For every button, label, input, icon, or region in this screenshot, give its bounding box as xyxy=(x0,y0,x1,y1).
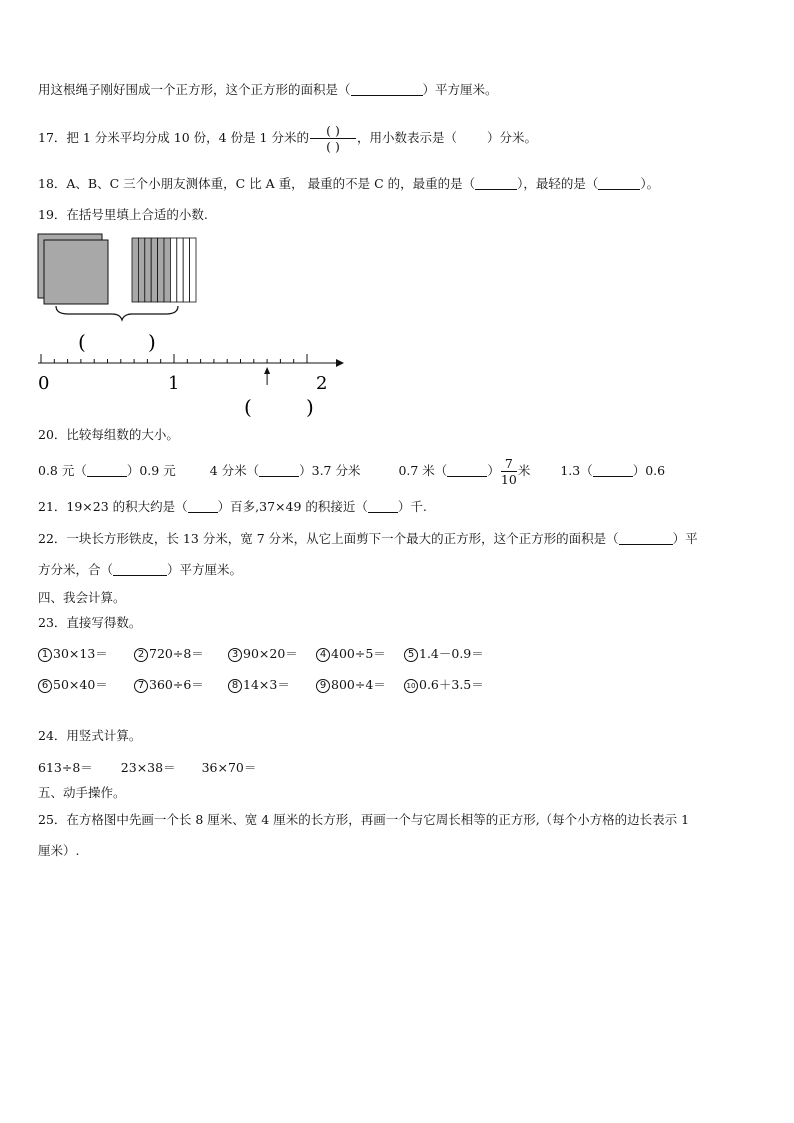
question-20 xyxy=(38,426,179,444)
column-strip xyxy=(145,238,151,302)
circled-number: 1 xyxy=(38,648,52,662)
fraction xyxy=(501,456,517,487)
number-line xyxy=(38,354,344,367)
circled-number: 9 xyxy=(316,679,330,693)
fraction-denominator: 10 xyxy=(500,472,517,487)
column-strip xyxy=(164,238,170,302)
tick-label-1: 1 xyxy=(168,373,180,394)
q21-tail: ）千. xyxy=(397,499,427,514)
q21-mid: ）百多,37×49 的积接近（ xyxy=(217,499,368,514)
calc-expression: 0.6＋3.5＝ xyxy=(419,677,484,692)
answer-blank[interactable] xyxy=(447,463,487,477)
answer-blank[interactable] xyxy=(188,499,218,513)
fraction-blank[interactable] xyxy=(310,123,356,154)
column-strip xyxy=(138,238,144,302)
answer-blank[interactable] xyxy=(113,562,167,576)
answer-blank[interactable] xyxy=(368,499,398,513)
item-right: ）0.6 xyxy=(632,463,666,478)
vertical-calc-2: 23×38＝ xyxy=(120,760,176,775)
paren-left: ( xyxy=(78,330,86,354)
circled-number: 5 xyxy=(404,648,418,662)
q22-line1-tail: ）平 xyxy=(672,531,698,546)
q17-mid: ，用小数表示是（ xyxy=(357,130,458,145)
item-right: ）3.7 分米 xyxy=(299,463,361,478)
answer-blank[interactable] xyxy=(598,176,640,190)
q20-text: 20．比较每组数的大小。 xyxy=(38,427,179,442)
compare-item-1 xyxy=(38,463,176,478)
q21-text: 21．19×23 的积大约是（ xyxy=(38,499,188,514)
item-left: 0.7 米（ xyxy=(398,463,448,478)
item-left: 4 分米（ xyxy=(209,463,260,478)
column-strip xyxy=(170,238,176,302)
circled-number: 4 xyxy=(316,648,330,662)
calc-expression: 14×3＝ xyxy=(243,677,290,692)
calc-item xyxy=(316,645,386,663)
fraction-denominator: ( ) xyxy=(326,139,340,154)
item-right: ）0.9 元 xyxy=(126,463,176,478)
circled-number: 10 xyxy=(404,679,418,693)
q22-line1: 22．一块长方形铁皮，长 13 分米，宽 7 分米，从它上面剪下一个最大的正方形，这个正方形的面积是（ xyxy=(38,531,619,546)
paren-left-2: ( xyxy=(244,395,252,419)
calc-expression: 400÷5＝ xyxy=(331,646,386,661)
calc-expression: 720÷8＝ xyxy=(149,646,204,661)
up-arrow-icon xyxy=(264,367,270,385)
calc-item xyxy=(404,676,484,694)
circled-number: 8 xyxy=(228,679,242,693)
calc-item xyxy=(404,645,484,663)
calc-item xyxy=(134,645,204,663)
q24-items xyxy=(38,759,256,777)
item-unit: 米 xyxy=(517,463,531,478)
question-25-line-1: 25．在方格图中先画一个长 8 厘米、宽 4 厘米的长方形，再画一个与它周长相等的正方形,（每个小方格的边长表示 1 xyxy=(38,812,690,827)
calc-expression: 800÷4＝ xyxy=(331,677,386,692)
circled-number: 2 xyxy=(134,648,148,662)
calc-item xyxy=(316,676,386,694)
column-strip xyxy=(151,238,157,302)
q18-mid: ），最轻的是（ xyxy=(517,176,599,191)
q22-line2-tail: ）平方厘米。 xyxy=(167,562,243,577)
vertical-calc-3: 36×70＝ xyxy=(201,760,257,775)
q22-line2: 方分米，合（ xyxy=(38,562,114,577)
compare-item-2 xyxy=(210,463,361,478)
q17-text: 17．把 1 分米平均分成 10 份，4 份是 1 分米的 xyxy=(38,130,309,145)
fraction-numerator: 7 xyxy=(504,456,513,471)
square-front xyxy=(44,240,108,304)
circled-number: 3 xyxy=(228,648,242,662)
answer-blank[interactable] xyxy=(351,82,423,96)
calc-item xyxy=(38,676,108,694)
column-strip xyxy=(158,238,164,302)
answer-blank[interactable] xyxy=(475,176,517,190)
question-21 xyxy=(38,498,427,516)
calc-item xyxy=(38,645,108,663)
column-strips xyxy=(132,238,196,302)
q16-tail: ）平方厘米。 xyxy=(422,82,498,97)
tick-label-0: 0 xyxy=(38,373,50,394)
column-strip xyxy=(183,238,189,302)
vertical-calc-1: 613÷8＝ xyxy=(38,760,93,775)
column-strip xyxy=(132,238,138,302)
calc-expression: 360÷6＝ xyxy=(149,677,204,692)
q19-text: 19．在括号里填上合适的小数. xyxy=(38,207,208,222)
question-17 xyxy=(38,118,537,158)
answer-blank[interactable] xyxy=(259,463,299,477)
paren-right: ) xyxy=(148,330,156,354)
question-22-line-2 xyxy=(38,561,242,579)
question-19 xyxy=(38,206,208,224)
q17-tail: ）分米。 xyxy=(487,130,538,145)
calc-expression: 50×40＝ xyxy=(53,677,108,692)
item-left: 0.8 元（ xyxy=(38,463,87,478)
answer-blank[interactable] xyxy=(619,531,673,545)
item-left: 1.3（ xyxy=(560,463,593,478)
calc-expression: 90×20＝ xyxy=(243,646,298,661)
answer-blank[interactable] xyxy=(593,463,633,477)
brace xyxy=(56,306,178,320)
calc-expression: 1.4－0.9＝ xyxy=(419,646,484,661)
circled-number: 7 xyxy=(134,679,148,693)
compare-item-4 xyxy=(560,463,665,478)
circled-number: 6 xyxy=(38,679,52,693)
compare-item-3 xyxy=(398,456,531,487)
q18-tail: ）。 xyxy=(640,176,660,191)
q16-text: 用这根绳子刚好围成一个正方形，这个正方形的面积是（ xyxy=(38,82,351,97)
paren-right-2: ) xyxy=(306,395,314,419)
q18-text: 18．A、B、C 三个小朋友测体重，C 比 A 重， 最重的不是 C 的，最重的是（ xyxy=(38,176,476,191)
arrow-head-icon xyxy=(336,359,344,367)
question-16 xyxy=(38,81,498,99)
fraction-numerator: ( ) xyxy=(326,123,340,138)
tick-label-2: 2 xyxy=(316,373,328,394)
calc-item xyxy=(228,676,290,694)
calc-expression: 30×13＝ xyxy=(53,646,108,661)
q20-items xyxy=(38,452,665,490)
section-4-heading: 四、我会计算。 xyxy=(38,590,126,605)
question-23: 23．直接写得数。 xyxy=(38,615,142,630)
decimal-figure xyxy=(34,232,354,422)
column-strip xyxy=(190,238,196,302)
section-5-heading: 五、动手操作。 xyxy=(38,785,126,800)
question-24: 24．用竖式计算。 xyxy=(38,728,142,743)
question-25-line-2: 厘米）. xyxy=(38,843,80,858)
calc-item xyxy=(134,676,204,694)
answer-blank[interactable] xyxy=(87,463,127,477)
question-22-line-1 xyxy=(38,530,698,548)
question-18 xyxy=(38,175,659,193)
column-strip xyxy=(177,238,183,302)
item-right: ） xyxy=(487,463,500,478)
calc-item xyxy=(228,645,298,663)
